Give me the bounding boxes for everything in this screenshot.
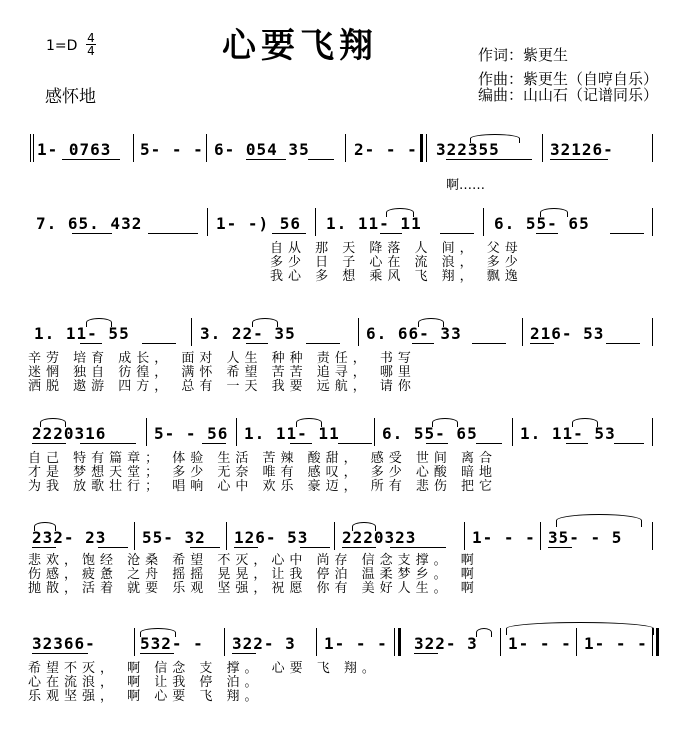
- lyric-line-3: 乐观坚强， 啊 心要 飞 翔。: [28, 689, 263, 704]
- measure: 32126-: [550, 140, 614, 159]
- measure: 216- 53: [530, 324, 605, 343]
- measure: 322- 3: [232, 634, 296, 653]
- measure: 1- - -: [584, 634, 648, 653]
- lyric-line-1: 希望不灭， 啊 信念 支 撑。 心要 飞 翔。: [28, 661, 380, 676]
- measure: 232- 23: [32, 528, 107, 547]
- time-signature: [86, 32, 96, 57]
- time-signature-bottom: 4: [87, 44, 95, 58]
- expression-mark: 感怀地: [45, 87, 96, 107]
- notes-row: [0, 208, 687, 236]
- measure: 6. 66- 33: [366, 324, 462, 343]
- notes-row: [0, 522, 687, 550]
- time-signature-top: 4: [87, 31, 95, 45]
- measure: 1. 11- 11: [326, 214, 422, 233]
- measure: 1- - -: [472, 528, 536, 547]
- lyric-line-3: 为我 放歌壮行； 唱响 心中 欢乐 豪迈， 所有 悲伤 把它: [28, 479, 498, 494]
- lyric-line-2: 心在流浪， 啊 让我 停 泊。: [28, 675, 263, 690]
- lyricist-credit: 作词：紫更生: [478, 46, 569, 64]
- measure: 126- 53: [234, 528, 309, 547]
- measure: 3. 22- 35: [200, 324, 296, 343]
- notes-row: [0, 628, 687, 656]
- measure: 1- -) 56: [216, 214, 302, 233]
- composer-credit: 作曲：紫更生（自哼自乐）: [478, 70, 659, 88]
- notes-row: [0, 134, 687, 162]
- measure: 6- 054 35: [214, 140, 310, 159]
- measure: 1. 11- 11: [244, 424, 340, 443]
- lyric-line-2: 多少 日 子 心在 流 浪， 多少: [270, 255, 523, 270]
- lyric-line-3: 洒脱 遨游 四方， 总有 一天 我要 远航， 请你: [28, 379, 416, 394]
- notes-row: [0, 318, 687, 346]
- measure: 32366-: [32, 634, 96, 653]
- measure: 55- 32: [142, 528, 206, 547]
- lyric-line-3: 抛散，活着 就要 乐观 坚强，祝愿 你有 美好人生。 啊: [28, 581, 479, 596]
- measure: 1. 11- 53: [520, 424, 616, 443]
- measure: 6. 55- 65: [382, 424, 478, 443]
- lyric-line-3: 我心 多 想 乘风 飞 翔， 飘逸: [270, 269, 523, 284]
- measure: 2- - -: [354, 140, 418, 159]
- arranger-credit: 编曲：山山石（记谱同乐）: [478, 86, 659, 104]
- measure: 1. 11- 55: [34, 324, 130, 343]
- key-signature: 1=D: [46, 38, 78, 54]
- measure: 5- - 56: [154, 424, 229, 443]
- measure: 322- 3: [414, 634, 478, 653]
- lyric-line-2: 迷惘 独自 彷徨， 满怀 希望 苦苦 追寻， 哪里: [28, 365, 416, 380]
- measure: 532- -: [140, 634, 204, 653]
- notes-row: [0, 418, 687, 446]
- song-title: 心要飞翔: [222, 26, 378, 66]
- measure: 2220316: [32, 424, 107, 443]
- measure: 1- - -: [508, 634, 572, 653]
- lyric-line-1: 悲欢，饱经 沧桑 希望 不灭，心中 尚存 信念支撑。 啊: [28, 553, 479, 568]
- measure: 2220323: [342, 528, 417, 547]
- measure: 5- - -: [140, 140, 204, 159]
- lyric-line-1: 辛劳 培育 成长， 面对 人生 种种 责任， 书写: [28, 351, 416, 366]
- lyric-line-1: 自己 特有篇章； 体验 生活 苦辣 酸甜， 感受 世间 离合: [28, 451, 498, 466]
- measure: 1- - -: [324, 634, 388, 653]
- interjection-lyric: 啊……: [446, 178, 486, 193]
- measure: 6. 55- 65: [494, 214, 590, 233]
- lyric-line-2: 才是 梦想天堂； 多少 无奈 唯有 感叹， 多少 心酸 暗地: [28, 465, 498, 480]
- measure: 7. 65. 432: [36, 214, 143, 233]
- lyric-line-2: 伤感，疲惫 之舟 摇摇 晃晃，让我 停泊 温柔梦乡。 啊: [28, 567, 479, 582]
- measure: 322355: [436, 140, 500, 159]
- measure: 1- 0763: [37, 140, 112, 159]
- lyric-line-1: 自从 那 天 降落 人 间， 父母: [270, 241, 523, 256]
- measure: 35- - 5: [548, 528, 623, 547]
